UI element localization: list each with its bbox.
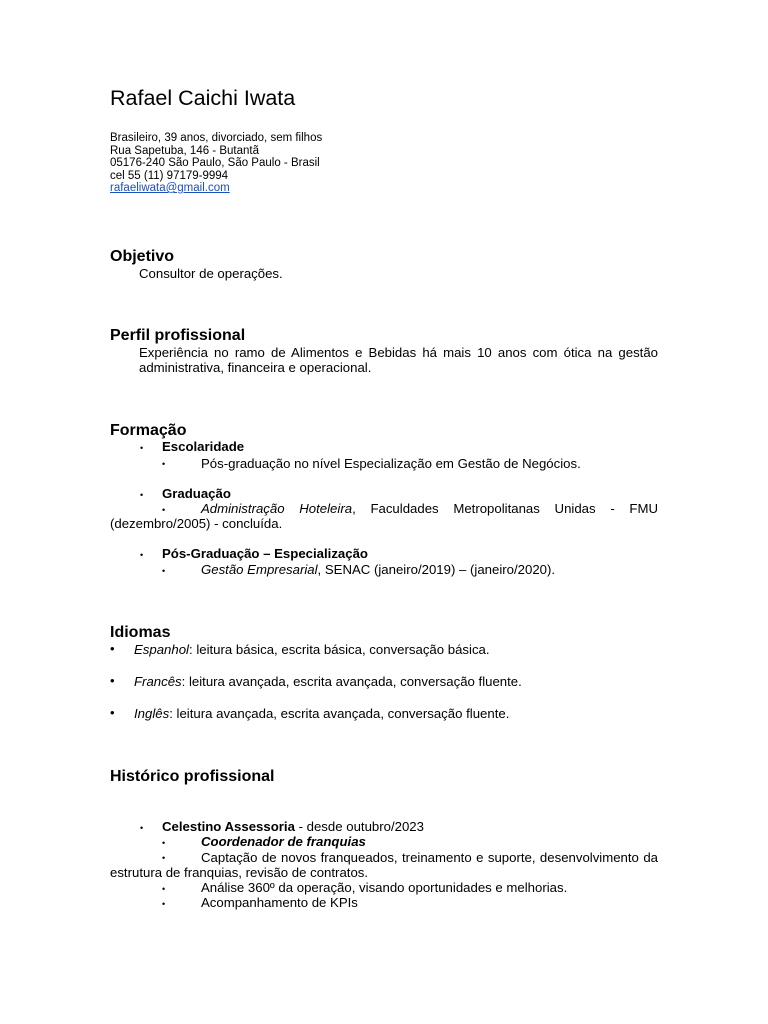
pos-details: , SENAC (janeiro/2019) – (janeiro/2020). — [317, 562, 556, 577]
address-line-1: Rua Sapetuba, 146 - Butantã — [110, 144, 259, 157]
idioma-ingles-name: Inglês — [134, 706, 170, 721]
company-line — [162, 819, 424, 834]
bullet-escolaridade: • — [140, 443, 144, 453]
bullet-task-1: • — [162, 853, 166, 863]
bullet-role: • — [162, 838, 166, 848]
graduacao-label: Graduação — [162, 486, 231, 501]
bullet-graduacao: • — [140, 490, 144, 500]
graduacao-course: Administração Hoteleira — [201, 501, 353, 516]
idioma-ingles-desc: : leitura avançada, escrita avançada, conversação fluente. — [169, 706, 510, 721]
section-title-objetivo: Objetivo — [110, 248, 175, 265]
candidate-name: Rafael Caichi Iwata — [110, 86, 296, 110]
graduacao-item — [110, 501, 658, 532]
bullet-pos-item: • — [162, 566, 166, 576]
pos-item — [201, 562, 555, 577]
bullet-task-2: • — [162, 884, 166, 894]
company-period: - desde outubro/2023 — [294, 819, 424, 834]
idioma-frances-name: Francês — [134, 674, 182, 689]
company-name: Celestino Assessoria — [162, 819, 295, 834]
objetivo-text: Consultor de operações. — [139, 266, 283, 281]
idioma-espanhol — [134, 642, 490, 657]
bullet-ingles: • — [110, 705, 115, 720]
graduacao-details: , Faculdades Metropolitanas Unidas - FMU (dezembro/2005) - concluída. — [110, 501, 659, 532]
idioma-espanhol-desc: : leitura básica, escrita básica, conversação básica. — [189, 642, 490, 657]
task-2: Análise 360º da operação, visando oportunidades e melhorias. — [201, 880, 568, 895]
section-title-idiomas: Idiomas — [110, 624, 171, 641]
address-line-2: 05176-240 São Paulo, São Paulo - Brasil — [110, 157, 320, 169]
section-title-perfil: Perfil profissional — [110, 327, 246, 344]
escolaridade-label: Escolaridade — [162, 439, 245, 454]
bullet-espanhol: • — [110, 641, 115, 656]
bullet-frances: • — [110, 673, 115, 688]
bullet-company: • — [140, 823, 144, 833]
email-link[interactable]: rafaeliwata@gmail.com — [110, 182, 230, 194]
pos-label: Pós-Graduação – Especialização — [162, 546, 368, 561]
pos-course: Gestão Empresarial — [201, 562, 318, 577]
bullet-escolaridade-item: • — [162, 459, 166, 469]
bullet-pos: • — [140, 550, 144, 560]
idioma-ingles — [134, 706, 509, 721]
idioma-frances — [134, 674, 522, 689]
phone-number: cel 55 (11) 97179-9994 — [110, 169, 229, 182]
role-title: Coordenador de franquias — [201, 834, 366, 849]
task-1: Captação de novos franqueados, treinamento e suporte, desenvolvimento da estrutura de franquias, revisão de contratos. — [110, 850, 658, 881]
perfil-text: Experiência no ramo de Alimentos e Bebidas há mais 10 anos com ótica na gestão administrativa, financeira e operacional. — [139, 345, 658, 376]
personal-info: Brasileiro, 39 anos, divorciado, sem filhos — [110, 132, 323, 144]
idioma-frances-desc: : leitura avançada, escrita avançada, conversação fluente. — [181, 674, 522, 689]
bullet-task-3: • — [162, 899, 166, 909]
task-3: Acompanhamento de KPIs — [201, 895, 358, 910]
idioma-espanhol-name: Espanhol — [134, 642, 189, 657]
bullet-graduacao-item: • — [162, 505, 166, 515]
escolaridade-item: Pós-graduação no nível Especialização em Gestão de Negócios. — [201, 456, 581, 471]
section-title-historico: Histórico profissional — [110, 768, 275, 785]
section-title-formacao: Formação — [110, 422, 187, 439]
